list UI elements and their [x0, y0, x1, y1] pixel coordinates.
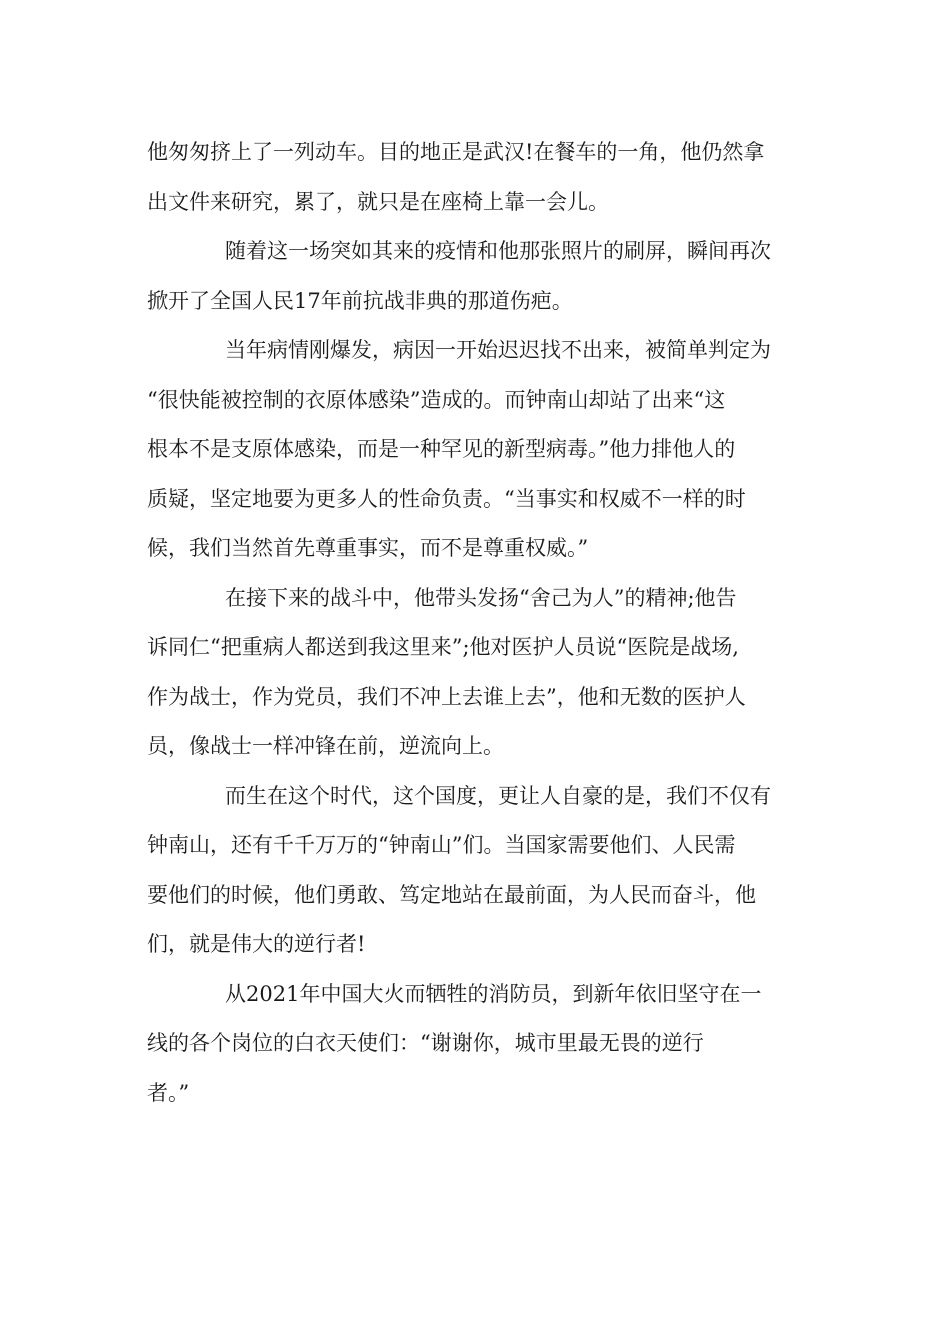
text-line: 随着这一场突如其来的疫情和他那张照片的刷屏，瞬间再次: [225, 239, 771, 263]
text-line: 候，我们当然首先尊重事实，而不是尊重权威。”: [147, 536, 589, 560]
text-line: 质疑，坚定地要为更多人的性命负责。“当事实和权威不一样的时: [147, 486, 746, 511]
paragraph: [147, 970, 819, 1119]
text-line: 钟南山，还有千千万万的“钟南山”们。当国家需要他们、人民需: [147, 833, 736, 857]
paragraph: [147, 574, 819, 772]
text-line: 根本不是支原体感染，而是一种罕见的新型病毒。”他力排他人的: [147, 437, 736, 461]
text-line: 们，就是伟大的逆行者!: [147, 932, 366, 956]
text-line: 出文件来研究，累了，就只是在座椅上靠一会儿。: [147, 189, 609, 214]
text-line: 从2021年中国大火而牺牲的消防员，到新年依旧坚守在一: [225, 981, 762, 1006]
text-line: 掀开了全国人民17年前抗战非典的那道伤疤。: [147, 288, 573, 313]
text-line: 他匆匆挤上了一列动车。目的地正是武汉!在餐车的一角，他仍然拿: [147, 140, 765, 164]
paragraph: [147, 326, 819, 574]
text-line: “很快能被控制的衣原体感染”造成的。而钟南山却站了出来“这: [147, 387, 726, 412]
text-line: 作为战士，作为党员，我们不冲上去谁上去”，他和无数的医护人: [147, 684, 746, 709]
paragraph: [147, 772, 819, 970]
text-line: 要他们的时候，他们勇敢、笃定地站在最前面，为人民而奋斗，他: [147, 882, 756, 907]
document-body: [147, 128, 819, 1118]
paragraph: [147, 227, 819, 326]
text-line: 在接下来的战斗中，他带头发扬“舍己为人”的精神;他告: [225, 585, 737, 610]
text-line: 员，像战士一样冲锋在前，逆流向上。: [147, 734, 504, 758]
paragraph: [147, 128, 819, 227]
text-line: 诉同仁“把重病人都送到我这里来”;他对医护人员说“医院是战场,: [147, 635, 739, 659]
text-line: 线的各个岗位的白衣天使们：“谢谢你，城市里最无畏的逆行: [147, 1031, 704, 1055]
text-line: 者。”: [147, 1080, 190, 1105]
text-line: 而生在这个时代，这个国度，更让人自豪的是，我们不仅有: [225, 783, 771, 808]
text-line: 当年病情刚爆发，病因一开始迟迟找不出来，被简单判定为: [225, 338, 771, 362]
